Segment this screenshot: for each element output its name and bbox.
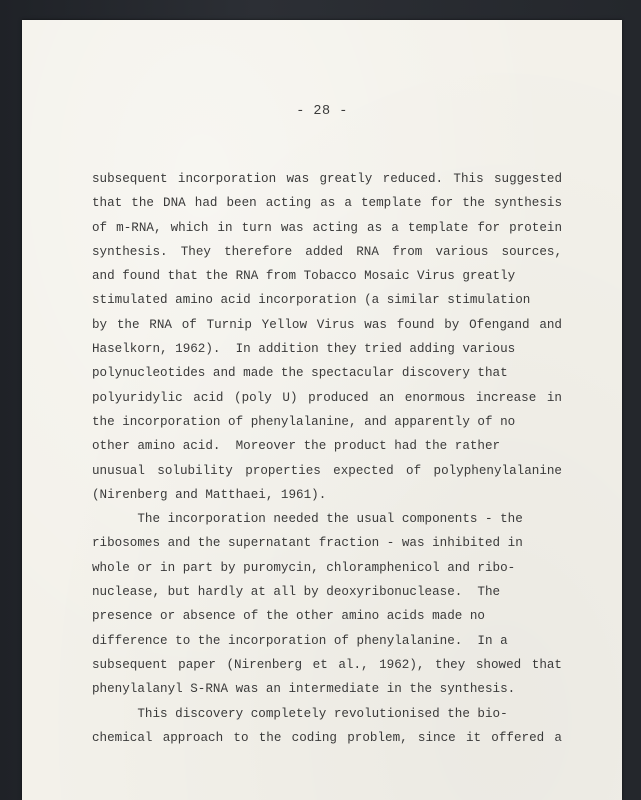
text-line: whole or in part by puromycin, chloramphenicol and ribo- [92, 560, 516, 575]
text-line: unusual solubility properties expected of polyphenylalanine [92, 463, 562, 478]
text-line: of m-RNA, which in turn was acting as a template for protein [92, 220, 562, 235]
text-line: polyuridylic acid (poly U) produced an enormous increase in [92, 390, 562, 405]
text-line: polynucleotides and made the spectacular discovery that [92, 366, 508, 381]
text-line: nuclease, but hardly at all by deoxyribonuclease. The [92, 585, 501, 600]
text-line: chemical approach to the coding problem, since it offered a [92, 730, 562, 745]
body-text [92, 167, 562, 750]
text-line: ribosomes and the supernatant fraction - was inhibited in [92, 536, 523, 551]
text-line: This discovery completely revolutionised the bio- [92, 706, 508, 721]
text-line: subsequent incorporation was greatly reduced. This suggested [92, 172, 562, 186]
text-line: stimulated amino acid incorporation (a similar stimulation [92, 293, 531, 308]
text-line: difference to the incorporation of phenylalanine. In a [92, 633, 508, 648]
text-line: by the RNA of Turnip Yellow Virus was found by Ofengand and [92, 317, 562, 332]
text-line: (Nirenberg and Matthaei, 1961). [92, 487, 327, 502]
text-line: that the DNA had been acting as a template for the synthesis [92, 196, 562, 211]
typed-page [22, 20, 622, 800]
text-line: other amino acid. Moreover the product had the rather [92, 439, 501, 454]
text-line: and found that the RNA from Tobacco Mosaic Virus greatly [92, 269, 516, 284]
text-line: the incorporation of phenylalanine, and apparently of no [92, 414, 516, 429]
text-line: synthesis. They therefore added RNA from various sources, [92, 244, 562, 259]
text-line: phenylalanyl S-RNA was an intermediate in the synthesis. [92, 682, 516, 697]
page-number: - 28 - [296, 104, 348, 119]
text-line: subsequent paper (Nirenberg et al., 1962), they showed that [92, 657, 562, 672]
text-line: presence or absence of the other amino acids made no [92, 609, 485, 624]
text-line: Haselkorn, 1962). In addition they tried adding various [92, 342, 516, 357]
text-line: The incorporation needed the usual components - the [92, 512, 523, 527]
